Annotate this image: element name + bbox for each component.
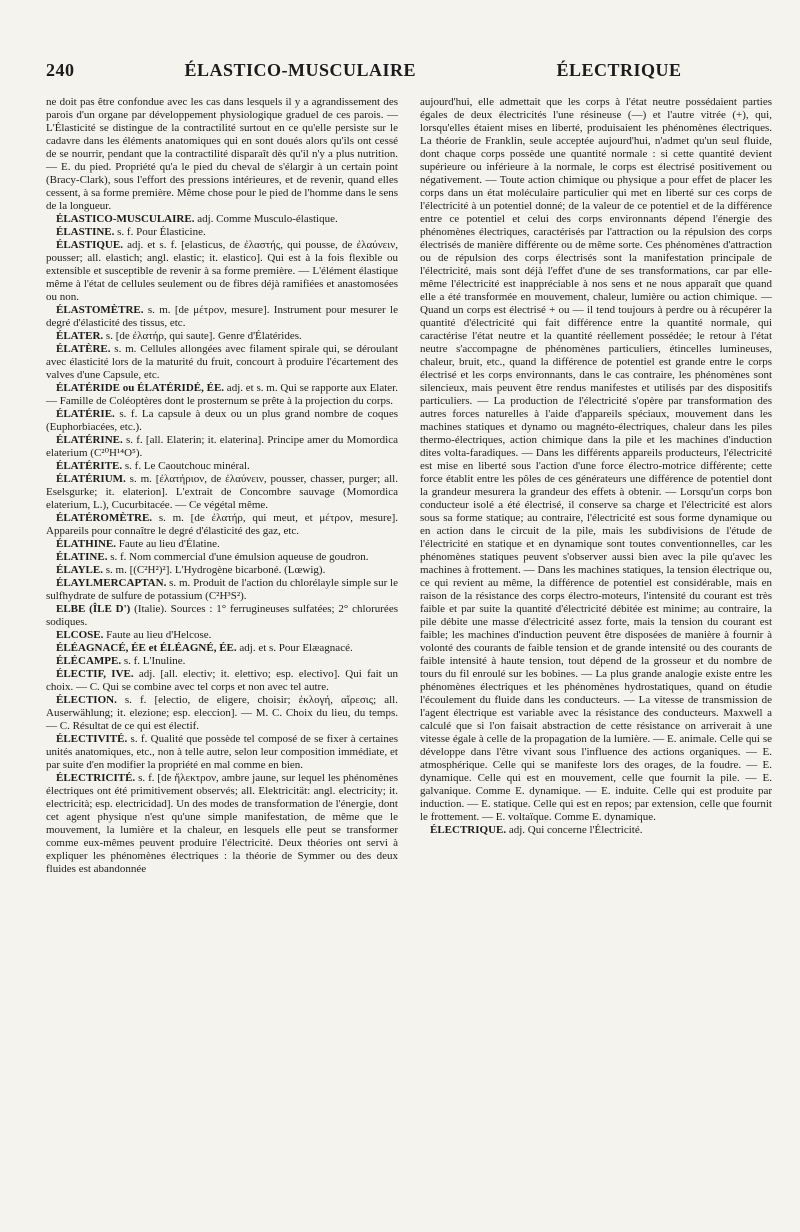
dictionary-entry (46, 213, 398, 226)
continued-text (46, 96, 398, 213)
dictionary-entry (46, 655, 398, 668)
entry-text: aujourd'hui, elle admettait que les corps à l'état neutre possédaient parties égales de deux électricités l'une résineuse (—) et l'autre vitrée (+), qui, lorsqu'elles étaient mises en liberté, produisaient les phénomènes électriques. La théorie de Franklin, seule acceptée aujourd'hui, n'admet qu'un seul fluide, dont chaque corps possède une quantité normale : si cette quantité devient supérieure ou inférieure à la normale, le corps est électrisé positivement ou négativement. — Toute action chimique ou physique a pour effet de placer les corps dans un état moléculaire particulier qui met en liberté sur ces corps de l'électricité à un potentiel donné; de la valeur de ce potentiel et de la différence entre ce potentiel et celui des corps environnants dépend l'énergie des phénomènes électriques, caractérisés par l'attraction ou la répulsion des corps électrisés de manière différente ou de même sorte. Ces phénomènes d'attraction ou de répulsion des corps électrisés sont la manifestation principale de l'électricité, mais sont déjà l'effet d'une de ses transformations, car par elle-même l'électricité est inappréciable à nos sens et ne nous apparaît que quand elle a été transformée en mouvement, chaleur, lumière ou action chimique. — Quand un corps est électrisé + ou — il tend toujours à perdre ou à récupérer la quantité d'électricité qui fait différence entre la quantité normale, qui caractérise l'état neutre et la quantité réellement possédée; le retour à l'état neutre s'accompagne de phénomènes particuliers, étincelles lumineuses, chaleur, bruit, etc., quand la différence de potentiel est grande entre le corps électrisé et les corps environnants, dans le cas contraire, les phénomènes sont silencieux, mais peuvent être rendus manifestes et utilisés par des dispositifs particuliers. — La production de l'électricité s'opère par transformation des autres forces naturelles à l'aide d'appareils spéciaux, mouvement dans les machines statiques et dynamo ou magnéto-électriques, chaleur dans les piles thermo-électriques, action chimique dans la pile et les machines d'induction dites volta-faradiques. — Dans les différents appareils producteurs, l'électricité est mise en liberté sous l'action d'une force électro-motrice différente; cette force établit entre les pôles de ces générateurs une différence de potentiel dont la grandeur mesurera la grandeur des effets à obtenir. — Lorsqu'un corps bon conducteur isolé a été électrisé, il conserve sa charge et l'électricité est alors sous sa forme statique; au contraire, l'électricité est sous forme dynamique ou en action dans le circuit de la pile, mais les subdivisions de l'étude de l'électricité en statique et en dynamique sont toutes conventionnelles, car les phénomènes statiques peuvent s'observer aussi bien avec la pile qu'avec les machines à frottement. — Dans les machines statiques, la tension électrique ou, ce qui revient au même, la différence de potentiel est considérable, mais en raison de la résistance des corps électro-moteurs, l'intensité du courant est très faible et par suite la quantité d'électricité débitée est minime; au contraire, la pile débite une masse d'électricité assez forte, mais la tension du courant est faible; les machines d'induction peuvent être disposées de manière à fournir à volonté des courants de faible tension et de grande intensité ou des courants de faible intensité à haute tension, tout dépend de la grosseur et du nombre de tours du fil enroulé sur les bobines. — La plus grande analogie existe entre les phénomènes électriques et les phénomènes hydrostatiques, quand on étudie l'écoulement du fluide dans les conducteurs. — La vitesse de transmission de l'agent électrique est variable avec la résistance des conducteurs. Maxwell a calculé que si l'on faisait abstraction de cette résistance on arriverait à une vitesse égale à celle de la propagation de la lumière. — E. animale. Celle qui se développe dans l'être vivant sous l'influence des actions organiques. — E. atmosphérique. Celle qui se manifeste lors des orages, de la foudre. — E. dynamique. Celle qui est en mouvement, celle que fournit la pile. — E. galvanique. Comme E. dynamique. — E. induite. Celle qui est produite par induction. — E. statique. Celle qui est en repos; par extension, celle que fournit le frottement. — E. voltaïque. Comme E. dynamique. (420, 96, 772, 823)
dictionary-entry (46, 226, 398, 239)
entry-text: s. f. [electio, de eligere, choisir; ἐκλογή, αἵρεσις; all. Auserwählung; it. elezione; esp. eleccion]. — M. C. Choix du lieu, du temps. — C. Résultat de ce qui est électif. (46, 694, 398, 732)
entry-headword: ÉLATÉRIE. (56, 408, 115, 420)
entry-headword: ÉLATÉRIUM. (56, 473, 126, 485)
right-column (420, 96, 772, 876)
entry-headword: ÉLECTIF, IVE. (56, 668, 134, 680)
entry-headword: ÉLATER. (56, 330, 104, 342)
entry-headword: ÉLECTION. (56, 694, 117, 706)
dictionary-entry (46, 473, 398, 512)
dictionary-entry (46, 629, 398, 642)
entry-text: s. f. Qualité que possède tel composé de se fixer à certaines unités anatomiques, etc., non à telle autre, selon leur composition immédiate, et par suite d'en modifier la propriété en mal comme en bien. (46, 733, 398, 771)
entry-headword: ÉLATHINE. (56, 538, 117, 550)
entry-headword: ÉLÉCAMPE. (56, 655, 122, 667)
entry-headword: ÉLECTRIQUE. (430, 824, 507, 836)
continued-text (420, 96, 772, 824)
entry-text: Faute au lieu d'Helcose. (103, 629, 212, 641)
page-number: 240 (46, 60, 75, 80)
entry-text: s. [de ἐλατήρ, qui saute]. Genre d'Élatérides. (103, 330, 302, 342)
entry-text: adj. et s. Pour Elæagnacé. (236, 642, 353, 654)
entry-text: s. f. L'Inuline. (121, 655, 186, 667)
entry-text: adj. Qui concerne l'Électricité. (506, 824, 643, 836)
dictionary-entry (46, 564, 398, 577)
entry-headword: ÉLASTINE. (56, 226, 115, 238)
entry-text: s. m. [ἐλατήριον, de ἐλαύνειν, pousser, chasser, purger; all. Eselsgurke; it. elaterion]. L'extrait de Concombre sauvage (Momordica elaterium, L.), Cucurbitacée. — Ce végétal même. (46, 473, 398, 511)
dictionary-entry (46, 330, 398, 343)
dictionary-entry (46, 772, 398, 876)
entry-text: s. f. Pour Élasticine. (114, 226, 206, 238)
dictionary-entry (46, 239, 398, 304)
entry-headword: ÉLASTIQUE. (56, 239, 123, 251)
entry-text: s. m. Produit de l'action du chlorélayle simple sur le sulfhydrate de sulfure de potassium (C²H³S²). (46, 577, 398, 602)
dictionary-entry (46, 577, 398, 603)
entry-text: s. m. [de μέτρον, mesure]. Instrument pour mesurer le degré d'élasticité des tissus, etc. (46, 304, 398, 329)
entry-text: s. f. [all. Elaterin; it. elaterina]. Principe amer du Momordica elaterium (C²⁰H¹⁴O⁵). (46, 434, 398, 459)
entry-headword: ÉLATÉRINE. (56, 434, 123, 446)
entry-text: ne doit pas être confondue avec les cas dans lesquels il y a agrandissement des parois d'un organe par développement physiologique graduel de ces parois. — L'Élasticité se distingue de la contractilité surtout en ce qu'elle persiste sur le cadavre dans les éléments anatomiques qui en sont doués alors qu'ils ont cessé de se nourrir, pendant que la contractilité disparaît dès qu'il n'y a plus nutrition. — E. du pied. Propriété qu'a le pied du cheval de s'élargir à un certain point (Bracy-Clark), sous l'effort des pressions intérieures, et de revenir, quand elles cessent, à sa forme première. Même chose pour le pied de l'homme dans le sens de la longueur. (46, 96, 398, 212)
entry-headword: ÉLASTOMÈTRE. (56, 304, 144, 316)
dictionary-entry (46, 434, 398, 460)
dictionary-entry (46, 733, 398, 772)
entry-text: s. m. [(C²H²)²]. L'Hydrogène bicarboné. (Lœwig). (102, 564, 326, 576)
entry-headword: ÉLASTICO-MUSCULAIRE. (56, 213, 195, 225)
entry-headword: ELBE (ÎLE D') (56, 603, 131, 615)
entry-text: s. f. Le Caoutchouc minéral. (122, 460, 250, 472)
entry-headword: ÉLÉAGNACÉ, ÉE et ÉLÉAGNÉ, ÉE. (56, 642, 237, 654)
dictionary-entry (420, 824, 772, 837)
dictionary-entry (46, 642, 398, 655)
entry-headword: ÉLAYLMERCAPTAN. (56, 577, 167, 589)
entry-headword: ÉLATÉRITE. (56, 460, 123, 472)
entry-text: Faute au lieu d'Élatine. (116, 538, 220, 550)
dictionary-entry (46, 538, 398, 551)
entry-text: s. f. Nom commercial d'une émulsion aqueuse de goudron. (107, 551, 369, 563)
entry-text: adj. Comme Musculo-élastique. (194, 213, 338, 225)
page-header (46, 60, 772, 82)
entry-text: s. f. La capsule à deux ou un plus grand nombre de coques (Euphorbiacées, etc.). (46, 408, 398, 433)
entry-text: (Italie). Sources : 1° ferrugineuses sulfatées; 2° chlorurées sodiques. (46, 603, 398, 628)
dictionary-entry (46, 460, 398, 473)
dictionary-entry (46, 694, 398, 733)
text-columns (46, 96, 772, 876)
entry-text: adj. et s. m. Qui se rapporte aux Elater. — Famille de Coléoptères dont le prosternum se prête à la projection du corps. (46, 382, 398, 407)
dictionary-entry (46, 382, 398, 408)
entry-headword: ÉLATÉROMÈTRE. (56, 512, 153, 524)
left-column (46, 96, 398, 876)
entry-headword: ÉLATÉRIDE ou ÉLATÉRIDÉ, ÉE. (56, 382, 225, 394)
entry-text: s. f. [de ἤλεκτρον, ambre jaune, sur lequel les phénomènes électriques ont été primitivement observés; all. Elektricität: angl. electricity; it. electricità; esp. electricidad]. Un des modes de transformation de l'énergie, dont cet agent physique n'est qu'une simple manifestation, de même que le mouvement, la lumière et la chaleur, en lesquels elle peut se transformer comme eux-mêmes peuvent produire l'électricité. Deux théories ont servi à expliquer les phénomènes électriques : la théorie de Symmer ou des deux fluides est abandonnée (46, 772, 398, 875)
entry-headword: ÉLAYLE. (56, 564, 103, 576)
dictionary-entry (46, 304, 398, 330)
entry-headword: ÉLATÈRE. (56, 343, 111, 355)
entry-text: s. m. Cellules allongées avec filament spirale qui, se déroulant avec élasticité lors de la maturité du fruit, concourt à produire l'écartement des valves d'une Capsule, etc. (46, 343, 398, 381)
entry-text: adj. [all. electiv; it. elettivo; esp. electivo]. Qui fait un choix. — C. Qui se combine avec tel corps et non avec tel autre. (46, 668, 398, 693)
entry-text: s. m. [de ἐλατήρ, qui meut, et μέτρον, mesure]. Appareils pour connaître le degré d'élasticité des gaz, etc. (46, 512, 398, 537)
entry-headword: ÉLATINE. (56, 551, 108, 563)
entry-headword: ELCOSE. (56, 629, 104, 641)
entry-headword: ÉLECTIVITÉ. (56, 733, 128, 745)
dictionary-entry (46, 408, 398, 434)
dictionary-entry (46, 512, 398, 538)
entry-headword: ÉLECTRICITÉ. (56, 772, 136, 784)
dictionary-entry (46, 603, 398, 629)
dictionary-entry (46, 343, 398, 382)
running-head-left: ÉLASTICO-MUSCULAIRE (184, 60, 416, 80)
running-head-right: ÉLECTRIQUE (556, 60, 682, 80)
dictionary-entry (46, 551, 398, 564)
entry-text: adj. et s. f. [elasticus, de ἐλαστής, qui pousse, de ἐλαύνειν, pousser; all. elastich; angl. elastic; it. elastico]. Qui est à la fois flexible ou extensible et susceptible de revenir à sa forme première. — L'élément élastique même à l'état de cellules seulement ou de fibres déjà ramifiées et anastomosées ou non. (46, 239, 398, 303)
dictionary-entry (46, 668, 398, 694)
